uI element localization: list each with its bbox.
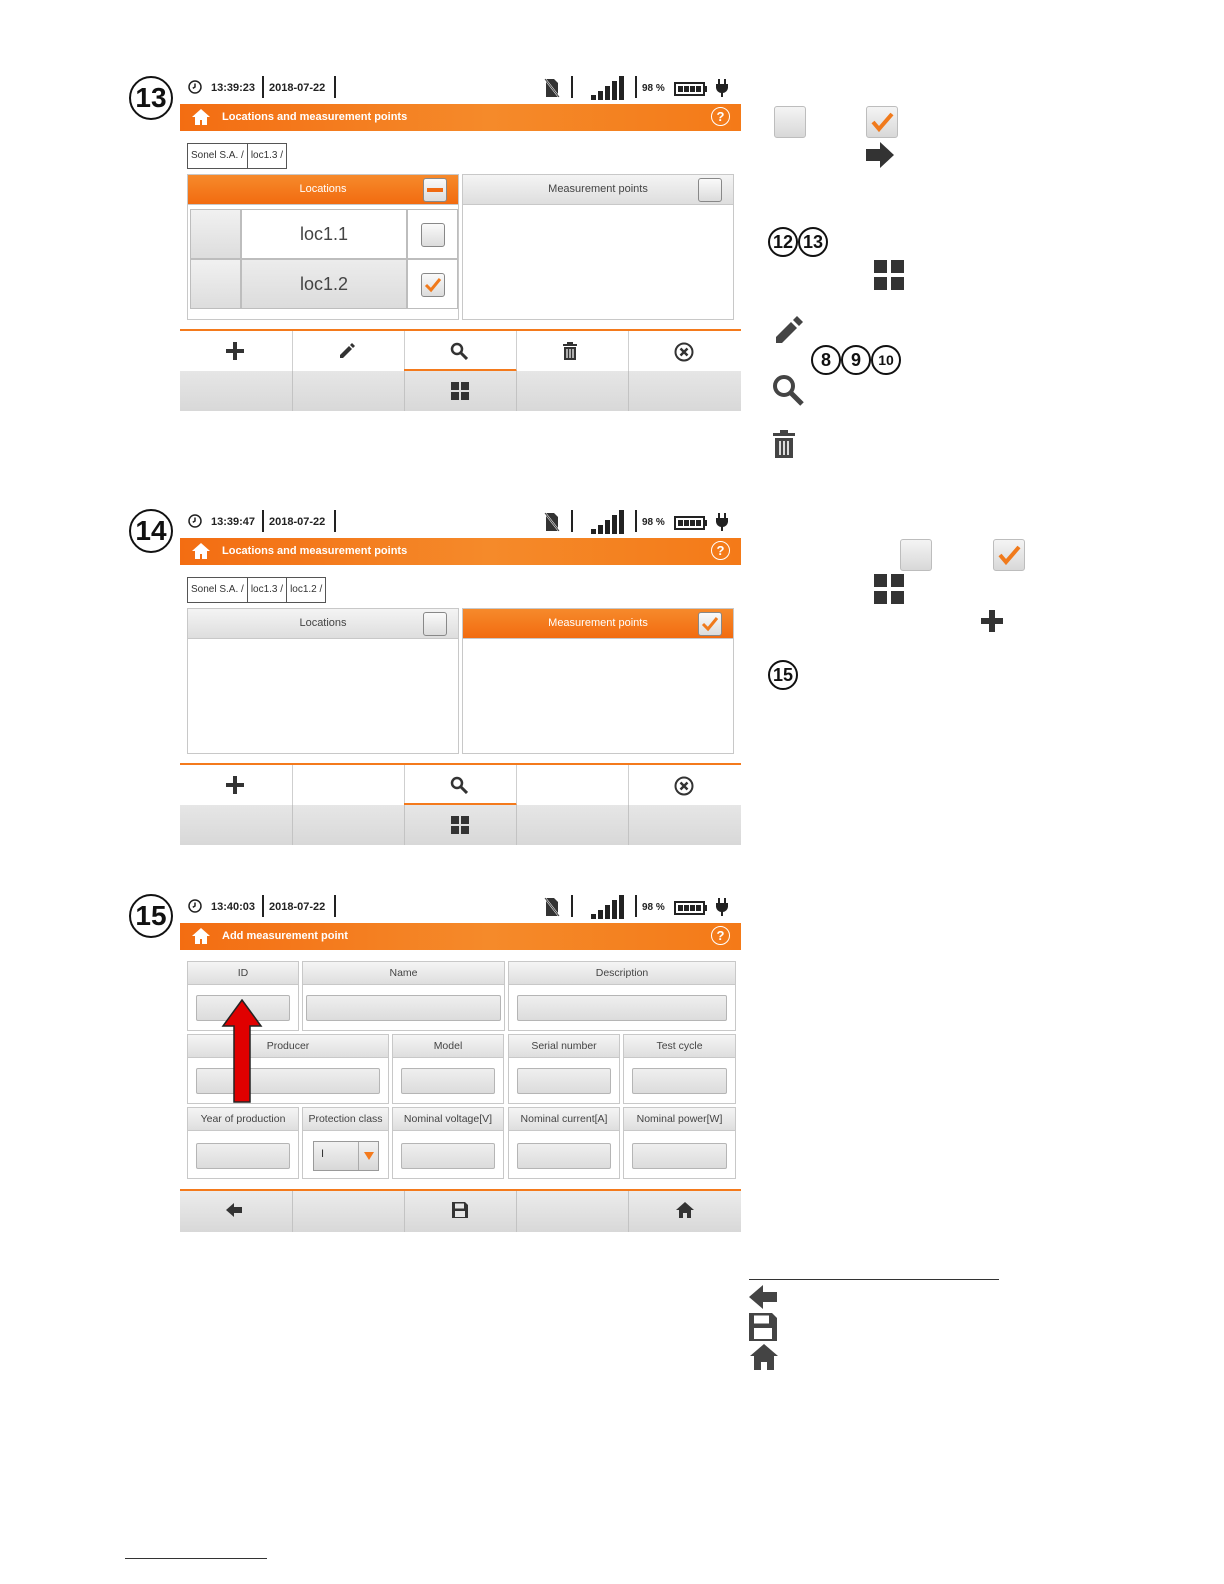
magnifier-icon bbox=[450, 342, 468, 360]
grid-view-button[interactable] bbox=[404, 371, 517, 411]
search-button[interactable] bbox=[404, 765, 517, 806]
points-select-checkbox[interactable] bbox=[698, 612, 722, 636]
year-of-production-input[interactable] bbox=[196, 1143, 290, 1169]
no-sim-icon bbox=[544, 512, 560, 532]
year-of-production-field bbox=[187, 1107, 299, 1179]
bottom-toolbar bbox=[180, 1189, 741, 1232]
test-cycle-input[interactable] bbox=[632, 1068, 727, 1094]
producer-label: Producer bbox=[188, 1035, 388, 1058]
serial-number-label: Serial number bbox=[509, 1035, 619, 1058]
home-icon bbox=[750, 1344, 778, 1370]
name-input[interactable] bbox=[306, 995, 501, 1021]
id-label: ID bbox=[188, 962, 298, 985]
grid-view-button[interactable] bbox=[404, 805, 517, 845]
grid-icon bbox=[451, 382, 469, 400]
battery-percent: 98 % bbox=[642, 517, 665, 528]
page-title: Add measurement point bbox=[222, 930, 348, 942]
producer-field bbox=[187, 1034, 389, 1104]
test-cycle-label: Test cycle bbox=[624, 1035, 735, 1058]
page-title: Locations and measurement points bbox=[222, 111, 408, 123]
nominal-current-label: Nominal current[A] bbox=[509, 1108, 619, 1131]
toolbar bbox=[180, 763, 741, 845]
model-field bbox=[392, 1034, 504, 1104]
ref-circle: 13 bbox=[798, 227, 828, 257]
breadcrumb-item[interactable]: Sonel S.A. / bbox=[187, 577, 248, 603]
row-checkbox[interactable] bbox=[421, 223, 445, 247]
measurement-points-panel bbox=[462, 174, 734, 320]
status-date: 2018-07-22 bbox=[269, 901, 326, 913]
grid-icon bbox=[451, 816, 469, 834]
screen-locations-13 bbox=[180, 76, 741, 412]
plug-icon bbox=[716, 513, 728, 531]
grid-icon bbox=[874, 260, 904, 290]
title-bar bbox=[180, 923, 741, 950]
help-icon[interactable]: ? bbox=[711, 107, 730, 126]
name-field bbox=[302, 961, 505, 1031]
battery-icon bbox=[674, 516, 708, 530]
delete-button[interactable] bbox=[516, 331, 629, 372]
locations-select-checkbox[interactable] bbox=[423, 612, 447, 636]
trash-icon bbox=[562, 342, 578, 360]
checkmark-icon bbox=[867, 107, 897, 137]
edit-button[interactable] bbox=[292, 331, 405, 372]
ref-circle: 8 bbox=[811, 345, 841, 375]
row-checkbox-cell[interactable] bbox=[407, 259, 458, 309]
locations-panel bbox=[187, 608, 459, 754]
grid-icon bbox=[874, 574, 904, 604]
home-icon bbox=[676, 1202, 694, 1218]
clock-icon bbox=[188, 514, 202, 528]
select-all-checkbox[interactable] bbox=[423, 178, 447, 202]
back-arrow-icon bbox=[226, 1203, 242, 1217]
breadcrumb-item[interactable]: loc1.3 / bbox=[247, 577, 287, 603]
serial-number-field bbox=[508, 1034, 620, 1104]
checked-checkbox-sample bbox=[866, 106, 898, 138]
nominal-power-field bbox=[623, 1107, 736, 1179]
status-time: 13:40:03 bbox=[211, 901, 256, 913]
help-icon[interactable]: ? bbox=[711, 926, 730, 945]
checked-checkbox-sample bbox=[993, 539, 1025, 571]
plus-icon bbox=[981, 610, 1003, 632]
home-icon[interactable] bbox=[191, 927, 211, 945]
breadcrumb-item[interactable]: loc1.3 / bbox=[247, 143, 287, 169]
measurement-points-header[interactable] bbox=[463, 609, 733, 639]
signal-icon bbox=[591, 76, 625, 100]
screen-locations-14 bbox=[180, 510, 741, 846]
checkmark-icon bbox=[422, 274, 444, 296]
breadcrumb bbox=[187, 143, 286, 169]
model-label: Model bbox=[393, 1035, 503, 1058]
step-number-13: 13 bbox=[129, 76, 173, 120]
back-arrow-icon bbox=[749, 1285, 777, 1309]
description-input[interactable] bbox=[517, 995, 727, 1021]
locations-header-label: Locations bbox=[299, 183, 347, 195]
points-select-checkbox[interactable] bbox=[698, 178, 722, 202]
screen-add-point-15 bbox=[180, 895, 741, 1231]
nominal-voltage-field bbox=[392, 1107, 504, 1179]
locations-header[interactable] bbox=[188, 175, 458, 205]
measurement-points-header-label: Measurement points bbox=[548, 183, 648, 195]
legend-divider bbox=[749, 1279, 999, 1280]
no-sim-icon bbox=[544, 897, 560, 917]
breadcrumb-item[interactable]: Sonel S.A. / bbox=[187, 143, 248, 169]
nominal-voltage-input[interactable] bbox=[401, 1143, 495, 1169]
measurement-points-panel bbox=[462, 608, 734, 754]
nominal-power-label: Nominal power[W] bbox=[624, 1108, 735, 1131]
pencil-icon bbox=[774, 315, 804, 345]
close-button[interactable] bbox=[628, 765, 740, 806]
checkmark-icon bbox=[994, 540, 1024, 570]
home-icon[interactable] bbox=[191, 108, 211, 126]
status-time: 13:39:47 bbox=[211, 516, 256, 528]
status-bar bbox=[180, 895, 741, 921]
close-button[interactable] bbox=[628, 331, 740, 372]
plus-icon bbox=[226, 342, 244, 360]
chevron-down-icon bbox=[364, 1152, 374, 1160]
ref-circle: 10 bbox=[871, 345, 901, 375]
clock-icon bbox=[188, 80, 202, 94]
row-handle[interactable] bbox=[190, 259, 241, 309]
trash-icon bbox=[773, 430, 795, 458]
year-of-production-label: Year of production bbox=[188, 1108, 298, 1131]
battery-percent: 98 % bbox=[642, 902, 665, 913]
row-checkbox-checked[interactable] bbox=[421, 273, 445, 297]
name-label: Name bbox=[303, 962, 504, 985]
location-name: loc1.2 bbox=[241, 259, 407, 309]
plug-icon bbox=[716, 898, 728, 916]
title-bar bbox=[180, 538, 741, 565]
battery-icon bbox=[674, 901, 708, 915]
measurement-points-header[interactable] bbox=[463, 175, 733, 205]
status-time: 13:39:23 bbox=[211, 82, 256, 94]
status-date: 2018-07-22 bbox=[269, 82, 326, 94]
measurement-points-header-label: Measurement points bbox=[548, 617, 648, 629]
breadcrumb-item[interactable]: loc1.2 / bbox=[286, 577, 326, 603]
page-title: Locations and measurement points bbox=[222, 545, 408, 557]
search-button[interactable] bbox=[404, 331, 517, 372]
ref-circle: 15 bbox=[768, 660, 798, 690]
home-icon[interactable] bbox=[191, 542, 211, 560]
protection-class-field bbox=[302, 1107, 389, 1179]
ref-circle: 12 bbox=[768, 227, 798, 257]
protection-class-value: I bbox=[321, 1148, 325, 1160]
close-circle-icon bbox=[674, 776, 694, 796]
battery-icon bbox=[674, 82, 708, 96]
test-cycle-field bbox=[623, 1034, 736, 1104]
model-input[interactable] bbox=[401, 1068, 495, 1094]
help-icon[interactable]: ? bbox=[711, 541, 730, 560]
signal-icon bbox=[591, 895, 625, 919]
empty-checkbox-sample bbox=[900, 539, 932, 571]
floppy-icon bbox=[749, 1313, 777, 1341]
title-bar bbox=[180, 104, 741, 131]
clock-icon bbox=[188, 899, 202, 913]
red-arrow-annotation bbox=[221, 999, 263, 1103]
row-handle[interactable] bbox=[190, 209, 241, 259]
footnote-rule bbox=[125, 1558, 267, 1559]
step-number-15: 15 bbox=[129, 894, 173, 938]
row-checkbox-cell[interactable] bbox=[407, 209, 458, 259]
save-button[interactable] bbox=[404, 1191, 517, 1232]
locations-header-label: Locations bbox=[299, 617, 347, 629]
nominal-power-input[interactable] bbox=[632, 1143, 727, 1169]
plus-icon bbox=[226, 776, 244, 794]
magnifier-icon bbox=[450, 776, 468, 794]
pencil-icon bbox=[338, 342, 356, 360]
plug-icon bbox=[716, 79, 728, 97]
description-field bbox=[508, 961, 736, 1031]
nominal-current-input[interactable] bbox=[517, 1143, 611, 1169]
nominal-current-field bbox=[508, 1107, 620, 1179]
checkmark-icon bbox=[699, 613, 721, 635]
add-button[interactable] bbox=[180, 765, 293, 806]
status-bar bbox=[180, 510, 741, 536]
close-circle-icon bbox=[674, 342, 694, 362]
description-label: Description bbox=[509, 962, 735, 985]
battery-percent: 98 % bbox=[642, 83, 665, 94]
back-button[interactable] bbox=[180, 1191, 293, 1232]
status-date: 2018-07-22 bbox=[269, 516, 326, 528]
forward-arrow-icon bbox=[866, 142, 894, 168]
location-name: loc1.1 bbox=[241, 209, 407, 259]
toolbar bbox=[180, 329, 741, 411]
nominal-voltage-label: Nominal voltage[V] bbox=[393, 1108, 503, 1131]
status-bar bbox=[180, 76, 741, 102]
protection-class-label: Protection class bbox=[303, 1108, 388, 1131]
serial-number-input[interactable] bbox=[517, 1068, 611, 1094]
home-button[interactable] bbox=[628, 1191, 740, 1232]
no-sim-icon bbox=[544, 78, 560, 98]
step-number-14: 14 bbox=[129, 509, 173, 553]
protection-class-select[interactable] bbox=[313, 1141, 379, 1171]
add-button[interactable] bbox=[180, 331, 293, 372]
magnifier-icon bbox=[772, 374, 804, 406]
empty-checkbox-sample bbox=[774, 106, 806, 138]
locations-header[interactable] bbox=[188, 609, 458, 639]
locations-panel bbox=[187, 174, 459, 320]
floppy-icon bbox=[452, 1202, 468, 1218]
breadcrumb bbox=[187, 577, 325, 603]
ref-circle: 9 bbox=[841, 345, 871, 375]
signal-icon bbox=[591, 510, 625, 534]
